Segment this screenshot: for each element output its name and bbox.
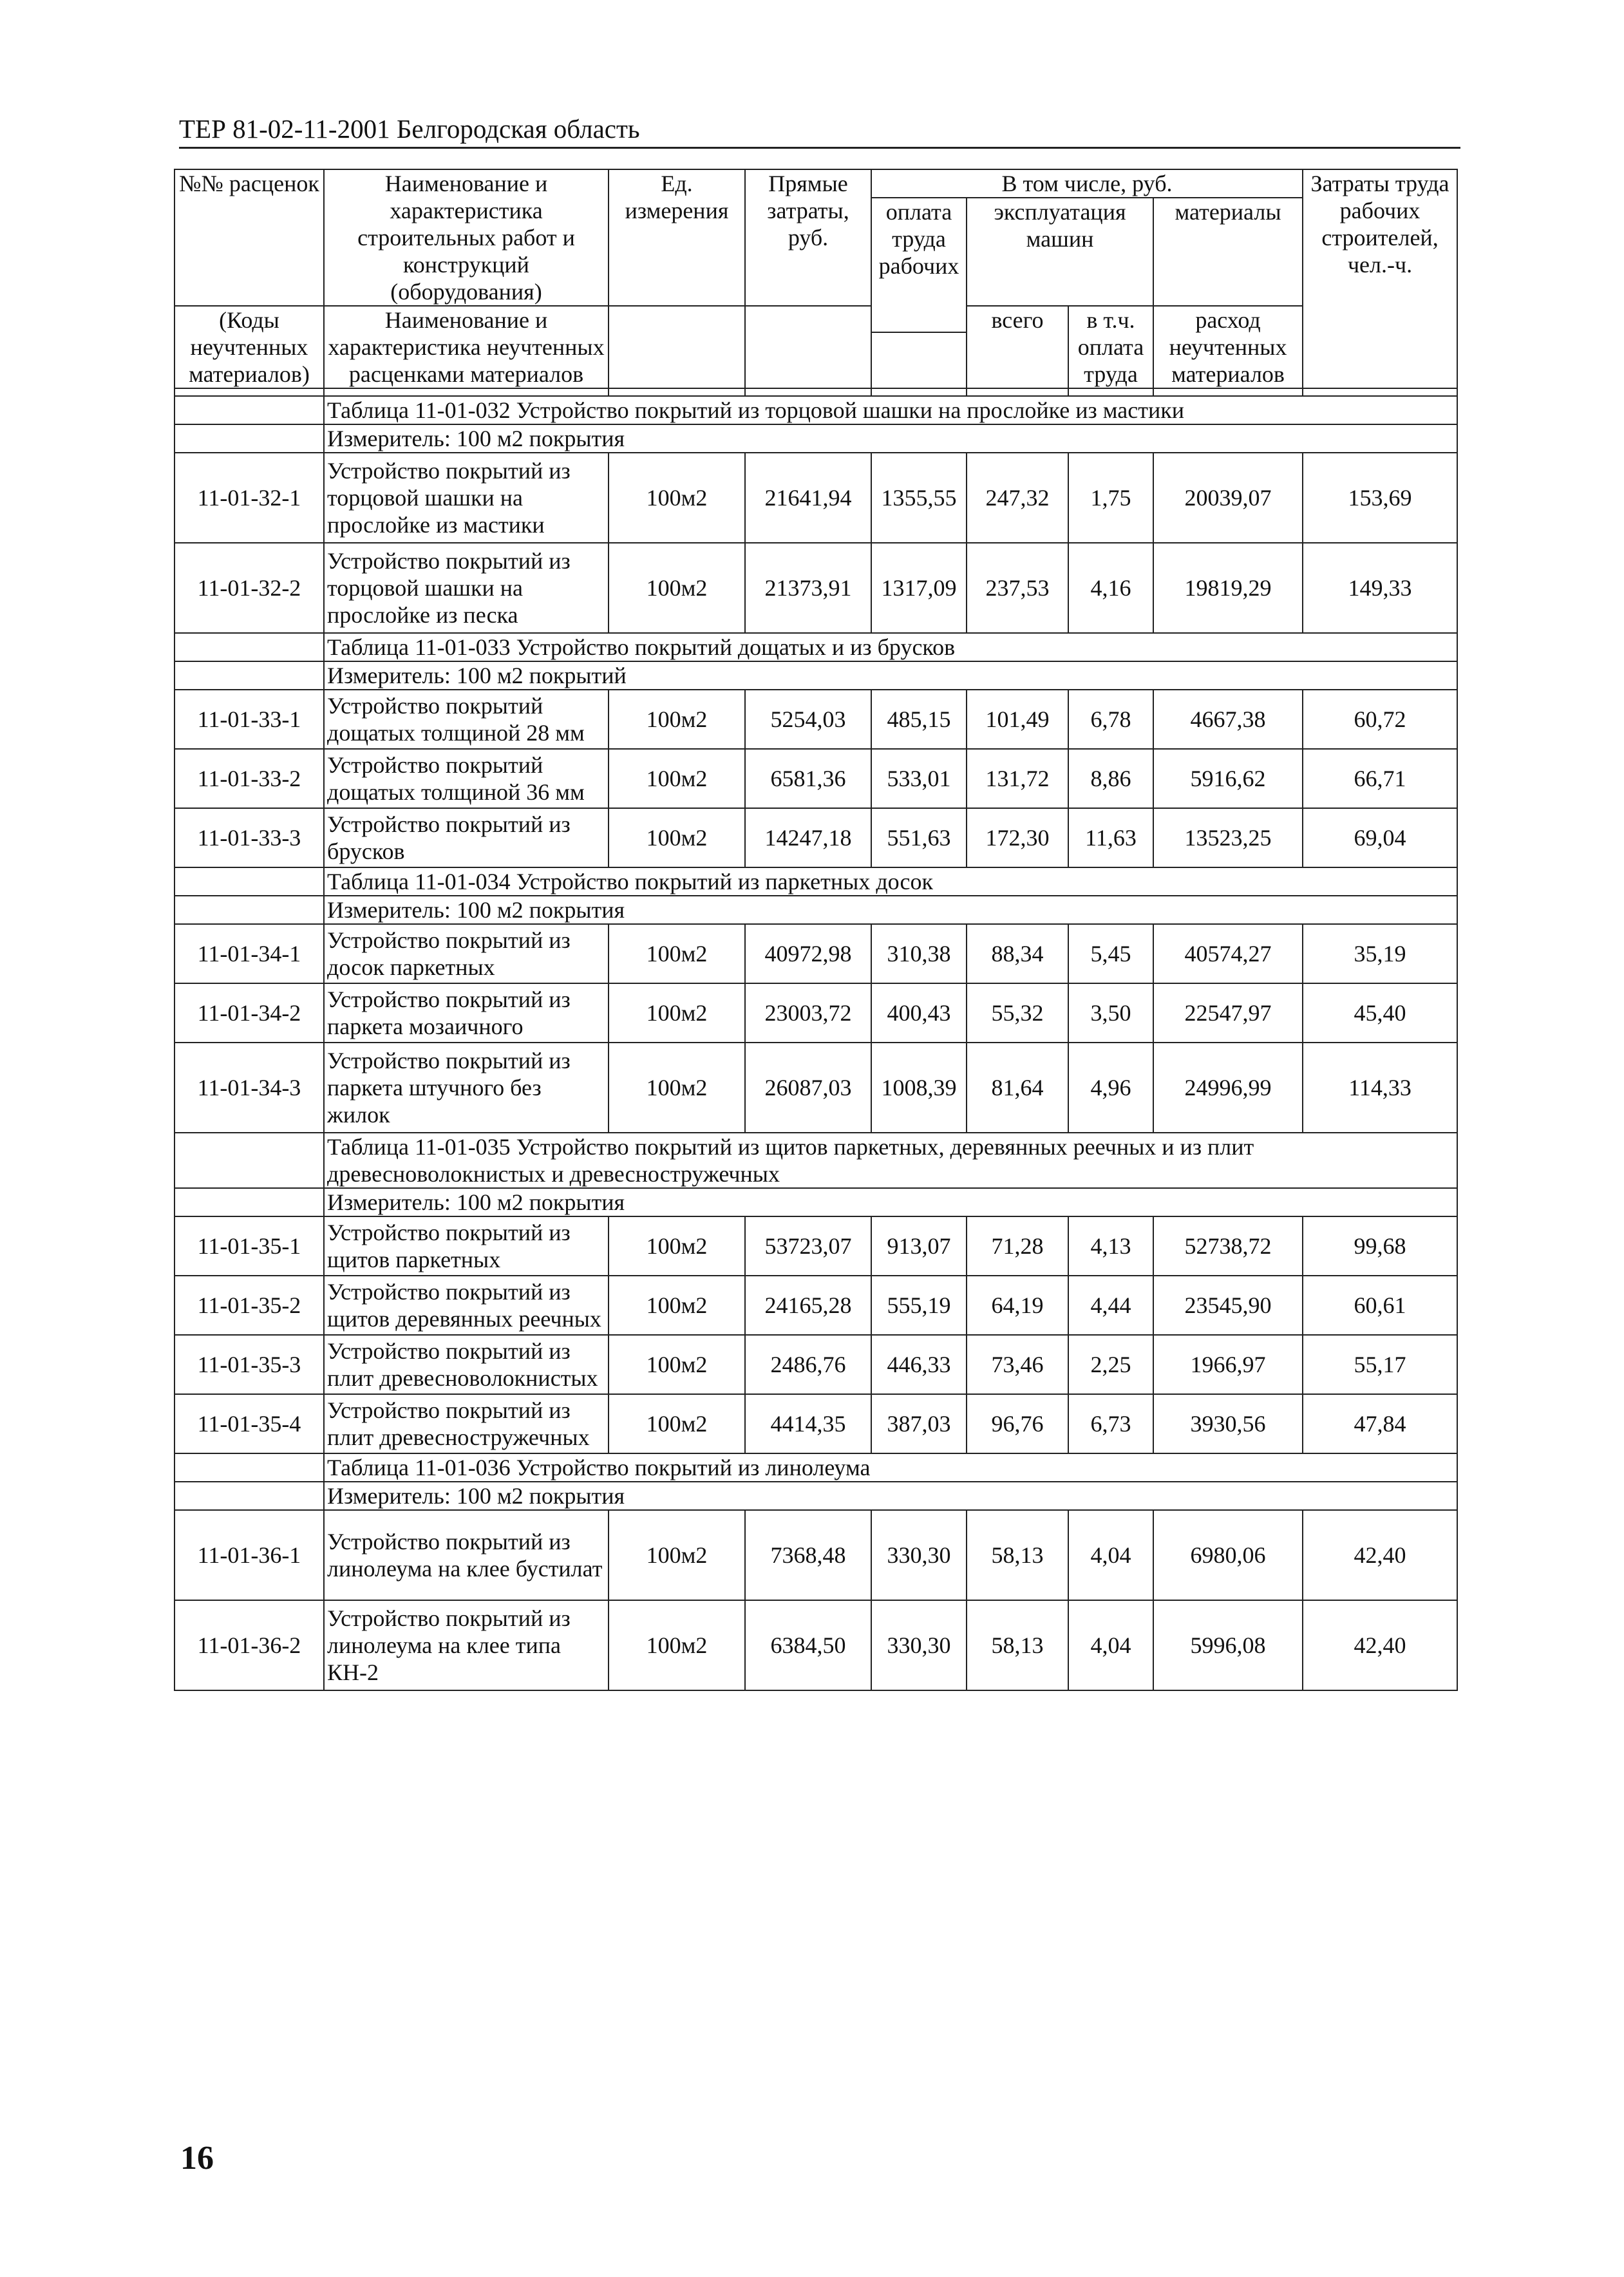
rate-direct-cost: 26087,03 xyxy=(745,1043,871,1133)
table-row xyxy=(175,453,1457,543)
rate-unit: 100м2 xyxy=(609,808,745,867)
rate-machines-pay: 4,44 xyxy=(1068,1276,1153,1335)
section-title-row xyxy=(175,1453,1457,1482)
rate-unit: 100м2 xyxy=(609,1335,745,1394)
col-direct-header: Прямые затраты, руб. xyxy=(745,169,871,306)
page-number: 16 xyxy=(180,2140,214,2177)
page-header xyxy=(179,115,1460,149)
rate-code: 11-01-35-4 xyxy=(175,1394,324,1453)
rate-name: Устройство покрытий из торцовой шашки на прослойке из песка xyxy=(324,543,609,633)
rate-code: 11-01-36-2 xyxy=(175,1600,324,1690)
section-title: Таблица 11-01-033 Устройство покрытий дощатых и из брусков xyxy=(324,633,1457,661)
table-row xyxy=(175,1276,1457,1335)
rate-machines-pay: 11,63 xyxy=(1068,808,1153,867)
rate-name: Устройство покрытий из торцовой шашки на прослойке из мастики xyxy=(324,453,609,543)
spacer-row xyxy=(175,388,1457,396)
section-title: Таблица 11-01-036 Устройство покрытий из линолеума xyxy=(324,1453,1457,1482)
rate-machines-total: 58,13 xyxy=(967,1600,1068,1690)
blank-cell xyxy=(1153,388,1303,396)
rate-labor-hours: 42,40 xyxy=(1303,1600,1457,1690)
rate-labor-pay: 330,30 xyxy=(871,1510,967,1600)
rate-machines-pay: 4,16 xyxy=(1068,543,1153,633)
rate-materials: 23545,90 xyxy=(1153,1276,1303,1335)
rate-direct-cost: 2486,76 xyxy=(745,1335,871,1394)
rate-name: Устройство покрытий из плит древесностружечных xyxy=(324,1394,609,1453)
rate-machines-pay: 6,73 xyxy=(1068,1394,1153,1453)
rate-code: 11-01-34-1 xyxy=(175,924,324,983)
section-title-row xyxy=(175,396,1457,424)
rate-name: Устройство покрытий из досок паркетных xyxy=(324,924,609,983)
blank-cell xyxy=(967,388,1068,396)
blank-cell xyxy=(324,388,609,396)
rate-name: Устройство покрытий из паркета мозаичного xyxy=(324,983,609,1043)
rate-unit: 100м2 xyxy=(609,690,745,749)
rate-unit: 100м2 xyxy=(609,983,745,1043)
rate-machines-total: 64,19 xyxy=(967,1276,1068,1335)
rate-name: Устройство покрытий из щитов деревянных реечных xyxy=(324,1276,609,1335)
rate-direct-cost: 21373,91 xyxy=(745,543,871,633)
rate-machines-pay: 3,50 xyxy=(1068,983,1153,1043)
rate-machines-total: 55,32 xyxy=(967,983,1068,1043)
section-title-row xyxy=(175,1133,1457,1188)
rate-machines-total: 71,28 xyxy=(967,1216,1068,1276)
section-title: Таблица 11-01-035 Устройство покрытий из щитов паркетных, деревянных реечных и из плит древесноволокнистых и древесностружечных xyxy=(324,1133,1457,1188)
rate-code: 11-01-33-2 xyxy=(175,749,324,808)
col-unit-blank xyxy=(609,306,745,388)
rate-machines-pay: 5,45 xyxy=(1068,924,1153,983)
blank-cell xyxy=(175,1453,324,1482)
rate-unit: 100м2 xyxy=(609,1043,745,1133)
table-row xyxy=(175,1216,1457,1276)
rate-name: Устройство покрытий из брусков xyxy=(324,808,609,867)
rate-machines-pay: 8,86 xyxy=(1068,749,1153,808)
table-header xyxy=(175,169,1457,388)
rate-materials: 3930,56 xyxy=(1153,1394,1303,1453)
blank-cell xyxy=(1068,388,1153,396)
rate-labor-hours: 99,68 xyxy=(1303,1216,1457,1276)
rate-machines-total: 237,53 xyxy=(967,543,1068,633)
rate-materials: 20039,07 xyxy=(1153,453,1303,543)
rate-labor-pay: 485,15 xyxy=(871,690,967,749)
blank-cell xyxy=(175,424,324,453)
rate-materials: 5996,08 xyxy=(1153,1600,1303,1690)
rate-machines-total: 88,34 xyxy=(967,924,1068,983)
rate-materials: 6980,06 xyxy=(1153,1510,1303,1600)
rate-direct-cost: 53723,07 xyxy=(745,1216,871,1276)
rate-materials: 1966,97 xyxy=(1153,1335,1303,1394)
rate-machines-pay: 4,04 xyxy=(1068,1600,1153,1690)
rate-machines-pay: 4,04 xyxy=(1068,1510,1153,1600)
rate-unit: 100м2 xyxy=(609,749,745,808)
rate-labor-pay: 1355,55 xyxy=(871,453,967,543)
col-labor-header: Затраты труда рабочих строителей, чел.-ч. xyxy=(1303,169,1457,388)
rate-code: 11-01-34-3 xyxy=(175,1043,324,1133)
rate-machines-total: 247,32 xyxy=(967,453,1068,543)
rate-direct-cost: 21641,94 xyxy=(745,453,871,543)
col-pay-blank xyxy=(871,332,967,388)
rate-machines-pay: 2,25 xyxy=(1068,1335,1153,1394)
rate-materials: 40574,27 xyxy=(1153,924,1303,983)
table-row xyxy=(175,1335,1457,1394)
rate-code: 11-01-35-3 xyxy=(175,1335,324,1394)
rate-unit: 100м2 xyxy=(609,924,745,983)
section-title: Таблица 11-01-034 Устройство покрытий из паркетных досок xyxy=(324,867,1457,896)
section-title: Таблица 11-01-032 Устройство покрытий из торцовой шашки на прослойке из мастики xyxy=(324,396,1457,424)
blank-cell xyxy=(175,661,324,690)
blank-cell xyxy=(175,896,324,924)
section-measure: Измеритель: 100 м2 покрытий xyxy=(324,661,1457,690)
rate-labor-pay: 551,63 xyxy=(871,808,967,867)
rate-code: 11-01-32-2 xyxy=(175,543,324,633)
table-row xyxy=(175,543,1457,633)
table-body xyxy=(175,388,1457,1690)
rate-unit: 100м2 xyxy=(609,543,745,633)
table-row xyxy=(175,1600,1457,1690)
rate-unit: 100м2 xyxy=(609,1510,745,1600)
rate-labor-hours: 149,33 xyxy=(1303,543,1457,633)
rate-labor-hours: 45,40 xyxy=(1303,983,1457,1043)
table-row xyxy=(175,1043,1457,1133)
rate-name: Устройство покрытий дощатых толщиной 28 мм xyxy=(324,690,609,749)
blank-cell xyxy=(745,388,871,396)
table-row xyxy=(175,983,1457,1043)
col-direct-blank xyxy=(745,306,871,388)
blank-cell xyxy=(175,1482,324,1510)
section-measure: Измеритель: 100 м2 покрытия xyxy=(324,896,1457,924)
rate-unit: 100м2 xyxy=(609,1216,745,1276)
table-row xyxy=(175,690,1457,749)
blank-cell xyxy=(175,1133,324,1188)
rate-labor-pay: 446,33 xyxy=(871,1335,967,1394)
rate-machines-pay: 4,13 xyxy=(1068,1216,1153,1276)
rate-materials: 13523,25 xyxy=(1153,808,1303,867)
rate-materials: 19819,29 xyxy=(1153,543,1303,633)
table-row xyxy=(175,924,1457,983)
rate-labor-hours: 42,40 xyxy=(1303,1510,1457,1600)
rate-materials: 24996,99 xyxy=(1153,1043,1303,1133)
rate-machines-total: 58,13 xyxy=(967,1510,1068,1600)
col-machines-pay-header: в т.ч. оплата труда xyxy=(1068,306,1153,388)
rate-machines-total: 131,72 xyxy=(967,749,1068,808)
rate-labor-pay: 330,30 xyxy=(871,1600,967,1690)
rate-labor-hours: 114,33 xyxy=(1303,1043,1457,1133)
section-title-row xyxy=(175,633,1457,661)
rate-materials: 5916,62 xyxy=(1153,749,1303,808)
rate-labor-hours: 60,72 xyxy=(1303,690,1457,749)
col-unit-header: Ед. измерения xyxy=(609,169,745,306)
rate-labor-pay: 1008,39 xyxy=(871,1043,967,1133)
section-measure-row xyxy=(175,1482,1457,1510)
blank-cell xyxy=(609,388,745,396)
col-incl-header: В том числе, руб. xyxy=(871,169,1303,198)
blank-cell xyxy=(1303,388,1457,396)
section-measure: Измеритель: 100 м2 покрытия xyxy=(324,1188,1457,1216)
rate-direct-cost: 40972,98 xyxy=(745,924,871,983)
rate-direct-cost: 24165,28 xyxy=(745,1276,871,1335)
rate-labor-pay: 310,38 xyxy=(871,924,967,983)
rate-code: 11-01-33-3 xyxy=(175,808,324,867)
rate-name: Устройство покрытий из плит древесноволокнистых xyxy=(324,1335,609,1394)
rate-materials: 22547,97 xyxy=(1153,983,1303,1043)
blank-cell xyxy=(175,396,324,424)
rate-labor-hours: 60,61 xyxy=(1303,1276,1457,1335)
col-materials-header: материалы xyxy=(1153,198,1303,306)
section-measure-row xyxy=(175,424,1457,453)
col-materials-sub-header: расход неучтенных материалов xyxy=(1153,306,1303,388)
table-row xyxy=(175,1394,1457,1453)
rate-labor-hours: 66,71 xyxy=(1303,749,1457,808)
rate-direct-cost: 14247,18 xyxy=(745,808,871,867)
rate-direct-cost: 5254,03 xyxy=(745,690,871,749)
rate-machines-pay: 4,96 xyxy=(1068,1043,1153,1133)
rate-labor-pay: 913,07 xyxy=(871,1216,967,1276)
rate-labor-pay: 1317,09 xyxy=(871,543,967,633)
rate-labor-hours: 47,84 xyxy=(1303,1394,1457,1453)
blank-cell xyxy=(175,1188,324,1216)
rate-code: 11-01-32-1 xyxy=(175,453,324,543)
section-measure-row xyxy=(175,1188,1457,1216)
rate-name: Устройство покрытий дощатых толщиной 36 мм xyxy=(324,749,609,808)
rate-name: Устройство покрытий из линолеума на клее бустилат xyxy=(324,1510,609,1600)
rate-machines-total: 73,46 xyxy=(967,1335,1068,1394)
rate-direct-cost: 4414,35 xyxy=(745,1394,871,1453)
blank-cell xyxy=(175,388,324,396)
rate-labor-pay: 555,19 xyxy=(871,1276,967,1335)
col-machines-header: эксплуатация машин xyxy=(967,198,1153,306)
rate-direct-cost: 7368,48 xyxy=(745,1510,871,1600)
rate-machines-total: 81,64 xyxy=(967,1043,1068,1133)
rate-labor-pay: 400,43 xyxy=(871,983,967,1043)
rate-direct-cost: 23003,72 xyxy=(745,983,871,1043)
table-row xyxy=(175,749,1457,808)
blank-cell xyxy=(871,388,967,396)
rate-direct-cost: 6384,50 xyxy=(745,1600,871,1690)
rate-code: 11-01-35-2 xyxy=(175,1276,324,1335)
rate-code: 11-01-35-1 xyxy=(175,1216,324,1276)
rate-labor-hours: 69,04 xyxy=(1303,808,1457,867)
rate-materials: 52738,72 xyxy=(1153,1216,1303,1276)
rate-unit: 100м2 xyxy=(609,1600,745,1690)
document-title: ТЕР 81-02-11-2001 Белгородская область xyxy=(179,114,640,144)
col-code-header: №№ расценок xyxy=(175,169,324,306)
col-pay-header: оплата труда рабочих xyxy=(871,198,967,332)
section-measure: Измеритель: 100 м2 покрытия xyxy=(324,1482,1457,1510)
section-measure-row xyxy=(175,896,1457,924)
col-name-header: Наименование и характеристика строительных работ и конструкций (оборудования) xyxy=(324,169,609,306)
rate-code: 11-01-34-2 xyxy=(175,983,324,1043)
rate-labor-hours: 55,17 xyxy=(1303,1335,1457,1394)
col-name-sub-header: Наименование и характеристика неучтенных расценками материалов xyxy=(324,306,609,388)
rate-machines-total: 101,49 xyxy=(967,690,1068,749)
rate-machines-pay: 6,78 xyxy=(1068,690,1153,749)
rate-machines-total: 172,30 xyxy=(967,808,1068,867)
rate-labor-pay: 533,01 xyxy=(871,749,967,808)
rate-machines-total: 96,76 xyxy=(967,1394,1068,1453)
rates-table xyxy=(174,169,1458,1691)
blank-cell xyxy=(175,867,324,896)
table-row xyxy=(175,808,1457,867)
col-code-sub-header: (Коды неучтенных материалов) xyxy=(175,306,324,388)
col-machines-total-header: всего xyxy=(967,306,1068,388)
rate-name: Устройство покрытий из щитов паркетных xyxy=(324,1216,609,1276)
section-measure-row xyxy=(175,661,1457,690)
rate-labor-pay: 387,03 xyxy=(871,1394,967,1453)
section-title-row xyxy=(175,867,1457,896)
rate-direct-cost: 6581,36 xyxy=(745,749,871,808)
rate-labor-hours: 153,69 xyxy=(1303,453,1457,543)
rate-unit: 100м2 xyxy=(609,453,745,543)
rate-labor-hours: 35,19 xyxy=(1303,924,1457,983)
rate-materials: 4667,38 xyxy=(1153,690,1303,749)
rate-unit: 100м2 xyxy=(609,1394,745,1453)
rate-unit: 100м2 xyxy=(609,1276,745,1335)
blank-cell xyxy=(175,633,324,661)
rate-code: 11-01-36-1 xyxy=(175,1510,324,1600)
rate-name: Устройство покрытий из линолеума на клее типа КН-2 xyxy=(324,1600,609,1690)
rate-name: Устройство покрытий из паркета штучного без жилок xyxy=(324,1043,609,1133)
rate-code: 11-01-33-1 xyxy=(175,690,324,749)
rate-machines-pay: 1,75 xyxy=(1068,453,1153,543)
table-row xyxy=(175,1510,1457,1600)
section-measure: Измеритель: 100 м2 покрытия xyxy=(324,424,1457,453)
